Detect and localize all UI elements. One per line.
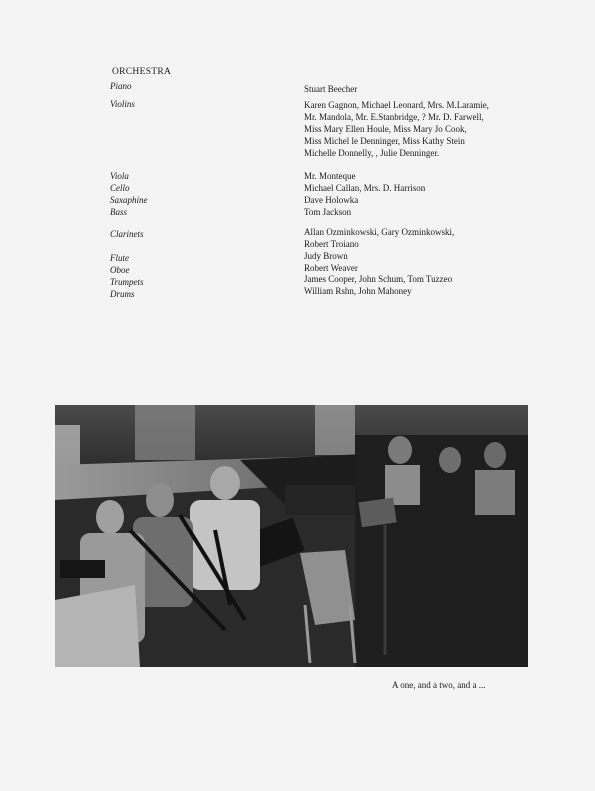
instrument-saxophone: Saxaphine	[110, 195, 148, 205]
photo-caption: A one, and a two, and a ...	[392, 680, 486, 690]
names-flute	[304, 250, 544, 262]
names-trumpets	[304, 273, 544, 285]
name-line: William Rshn, John Mahoney	[304, 286, 412, 296]
names-viola	[304, 170, 544, 182]
names-violins	[304, 99, 544, 159]
name-line: Mr. Mandola, Mr. E.Stanbridge, ? Mr. D. Farwell,	[304, 112, 484, 122]
instrument-bass: Bass	[110, 207, 128, 217]
orchestra-heading: ORCHESTRA	[112, 67, 172, 77]
instrument-trumpets: Trumpets	[110, 277, 144, 287]
name-line: Robert Weaver	[304, 263, 358, 273]
names-clarinets	[304, 226, 544, 250]
name-line: James Cooper, John Schum, Tom Tuzzeo	[304, 274, 453, 284]
name-line: Michelle Donnelly, , Julie Denninger.	[304, 148, 440, 158]
instrument-oboe: Oboe	[110, 265, 130, 275]
name-line: Judy Brown	[304, 251, 348, 261]
instrument-viola: Viola	[110, 171, 129, 181]
name-line: Miss Mary Ellen Houle, Miss Mary Jo Cook,	[304, 124, 467, 134]
instrument-drums: Drums	[110, 289, 135, 299]
instrument-flute: Flute	[110, 253, 129, 263]
name-line: Tom Jackson	[304, 207, 352, 217]
names-drums	[304, 285, 544, 297]
photo-illustration	[55, 405, 528, 667]
instrument-cello: Cello	[110, 183, 130, 193]
names-piano	[304, 83, 544, 95]
orchestra-photo	[55, 405, 528, 667]
instrument-piano: Piano	[110, 81, 132, 91]
instrument-violins: Violins	[110, 99, 135, 109]
names-cello	[304, 182, 544, 194]
instrument-clarinets: Clarinets	[110, 229, 144, 239]
name-line: Robert Troiano	[304, 239, 359, 249]
names-bass	[304, 206, 544, 218]
name-line: Michael Callan, Mrs. D. Harrison	[304, 183, 426, 193]
name-line: Miss Michel le Denninger, Miss Kathy Stein	[304, 136, 465, 146]
name-line: Mr. Monteque	[304, 171, 356, 181]
names-saxophone	[304, 194, 544, 206]
name-line: Allan Ozminkowski, Gary Ozminkowski,	[304, 227, 455, 237]
name-line: Karen Gagnon, Michael Leonard, Mrs. M.Laramie,	[304, 100, 489, 110]
name-line: Stuart Beecher	[304, 84, 358, 94]
name-line: Dave Holowka	[304, 195, 359, 205]
